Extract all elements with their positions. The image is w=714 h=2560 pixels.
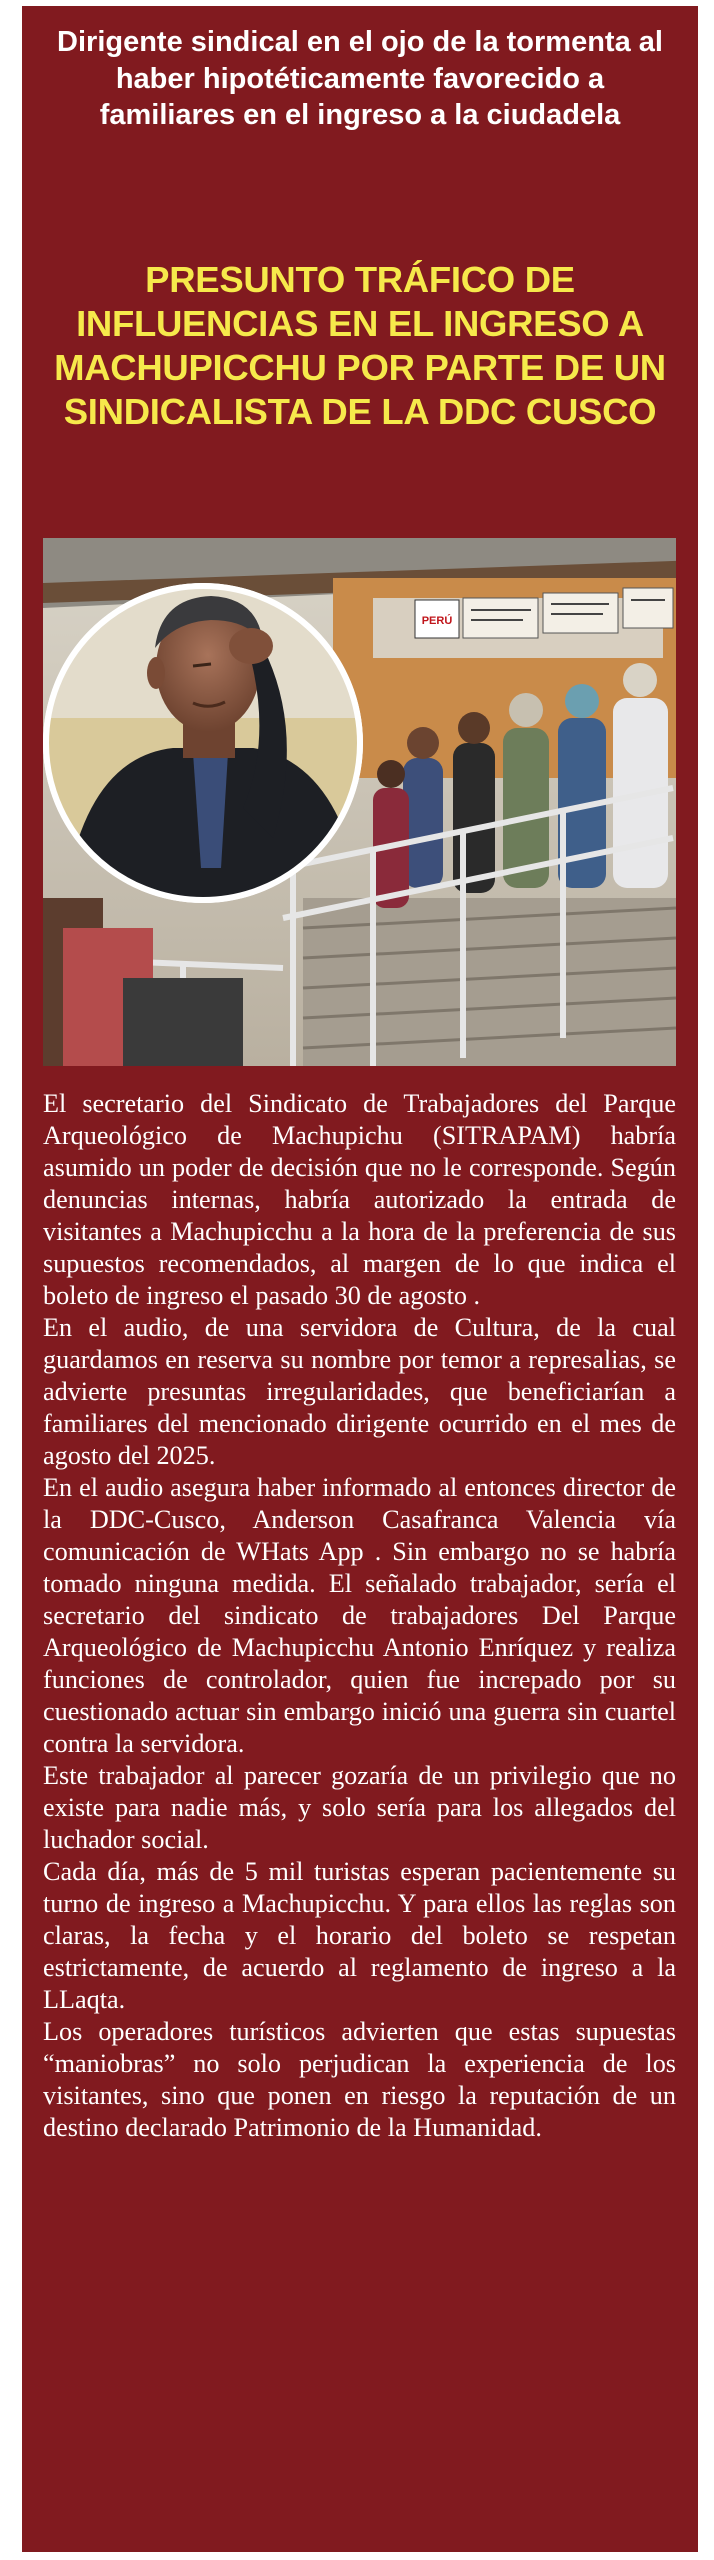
- article-kicker: Dirigente sindical en el ojo de la tormenta al haber hipotéticamente favorecido a familiares en el ingreso a la ciudadela: [57, 26, 663, 131]
- article-body: [43, 1088, 676, 2144]
- body-paragraph-2: En el audio, de una servidora de Cultura, de la cual guardamos en reserva su nombre por temor a represalias, se advierte presuntas irregularidades, que beneficiarían a familiares del mencionado dirigente ocurrido en el mes de agosto del 2025.: [43, 1313, 676, 1470]
- body-paragraph-4: Este trabajador al parecer gozaría de un privilegio que no existe para nadie más, y solo sería para los allegados del luchador social.: [43, 1761, 676, 1854]
- article-panel: [22, 6, 698, 2552]
- article-photo: [43, 538, 676, 1066]
- body-paragraph-6: Los operadores turísticos advierten que estas supuestas “maniobras” no solo perjudican la experiencia de los visitantes, sino que ponen en riesgo la reputación de un destino declarado Patrimonio de la Humanidad.: [43, 2017, 676, 2142]
- body-paragraph-1: El secretario del Sindicato de Trabajadores del Parque Arqueológico de Machupichu (SITRAPAM) habría asumido un poder de decisión que no le corresponde. Según denuncias internas, habría autorizado la entrada de visitantes a Machupicchu a la hora de la preferencia de sus supuestos recomendados, al margen de lo que indica el boleto de ingreso el pasado 30 de agosto .: [43, 1089, 676, 1310]
- sign-logo-text: PERÚ: [421, 615, 453, 627]
- body-paragraph-3: En el audio asegura haber informado al entonces director de la DDC-Cusco, Anderson Casafranca Valencia vía comunicación de WHats App . Sin embargo no se habría tomado ninguna medida. El señalado trabajador, sería el secretario del sindicato de trabajadores Del Parque Arqueológico de Machupicchu Antonio Enríquez y realiza funciones de controlador, quien fue increpado por su cuestionado actuar sin embargo inició una guerra sin cuartel contra la servidora.: [43, 1473, 676, 1758]
- body-paragraph-5: Cada día, más de 5 mil turistas esperan pacientemente su turno de ingreso a Machupicchu. Y para ellos las reglas son claras, la fecha y el horario del boleto se respetan estrictamente, de acuerdo al reglamento de ingreso a la LLaqta.: [43, 1857, 676, 2014]
- article-headline: PRESUNTO TRÁFICO DE INFLUENCIAS EN EL INGRESO A MACHUPICCHU POR PARTE DE UN SINDICALISTA DE LA DDC CUSCO: [54, 259, 666, 432]
- photo-illustration: [43, 538, 676, 1066]
